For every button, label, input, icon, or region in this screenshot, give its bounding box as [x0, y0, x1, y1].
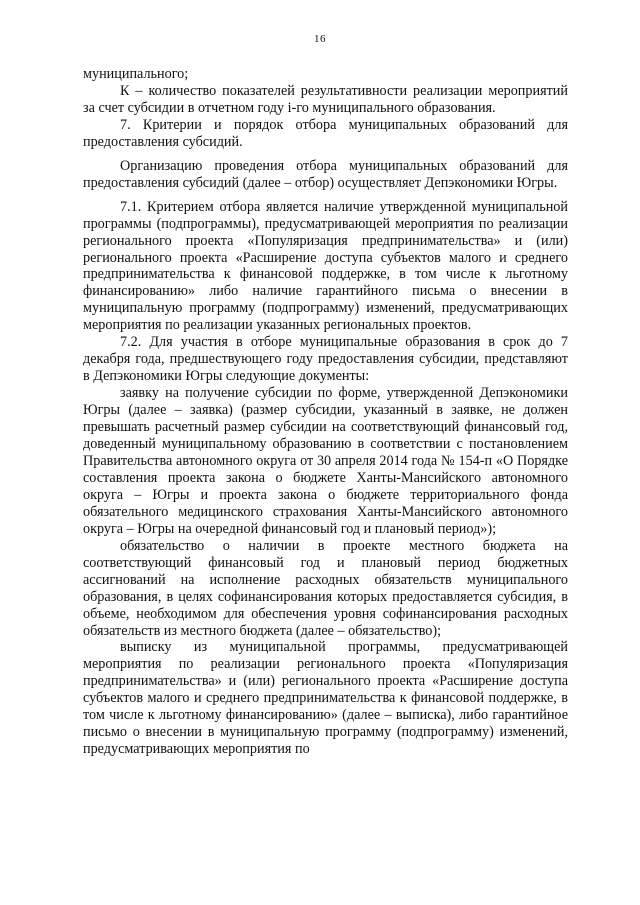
paragraph-7-2-documents: 7.2. Для участия в отборе муниципальные образования в срок до 7 декабря года, предшествующего году предоставления субсидии, представляют в Депэкономики Югры следующие документы:: [83, 334, 568, 385]
paragraph-selection-organizer: Организацию проведения отбора муниципальных образований для предоставления субсидий (далее – отбор) осуществляет Депэкономики Югры.: [83, 157, 568, 191]
section-7-heading: 7. Критерии и порядок отбора муниципальных образований для предоставления субсидий.: [83, 116, 568, 150]
document-body: [83, 66, 568, 758]
paragraph-program-extract: выписку из муниципальной программы, предусматривающей мероприятия по реализации регионального проекта «Популяризация предпринимательства» и (или) регионального проекта «Расширение доступа субъектов малого и среднего предпринимательства к финансовой поддержке, в том числе к льготному финансированию» (далее – выписка), либо гарантийное письмо о внесении в муниципальную программу (подпрограмму) изменений, предусматривающих мероприятия по: [83, 639, 568, 758]
paragraph-application: заявку на получение субсидии по форме, утвержденной Депэкономики Югры (далее – заявка) (размер субсидии, указанный в заявке, не должен превышать расчетный размер субсидии на соответствующий финансовый год, доведенный муниципальному образованию в соответствии с постановлением Правительства автономного округа от 30 апреля 2014 года № 154-п «О Порядке составления проекта закона о бюджете Ханты-Мансийского автономного округа – Югры и проекта закона о бюджете территориального фонда обязательного медицинского страхования Ханты-Мансийского автономного округа – Югры на очередной финансовый год и плановый период»);: [83, 385, 568, 537]
paragraph-k-definition: К – количество показателей результативности реализации мероприятий за счет субсидии в отчетном году i-го муниципального образования.: [83, 82, 568, 116]
page-number: 16: [314, 33, 326, 45]
paragraph-7-1-criterion: 7.1. Критерием отбора является наличие утвержденной муниципальной программы (подпрограммы), предусматривающей мероприятия по реализации регионального проекта «Популяризация предпринимательства» и (или) регионального проекта «Расширение доступа субъектов малого и среднего предпринимательства к финансовой поддержке, в том числе к льготному финансированию» либо наличие гарантийного письма о внесении в муниципальную программу (подпрограмму) изменений, предусматривающих мероприятия по реализации указанных региональных проектов.: [83, 198, 568, 334]
paragraph-obligation: обязательство о наличии в проекте местного бюджета на соответствующий финансовый год и плановый период бюджетных ассигнований на исполнение расходных обязательств муниципального образования, в целях софинансирования которых предоставляется субсидия, в объеме, необходимом для обеспечения уровня софинансирования расходных обязательств из местного бюджета (далее – обязательство);: [83, 537, 568, 639]
paragraph-continuation: муниципального;: [83, 66, 189, 82]
